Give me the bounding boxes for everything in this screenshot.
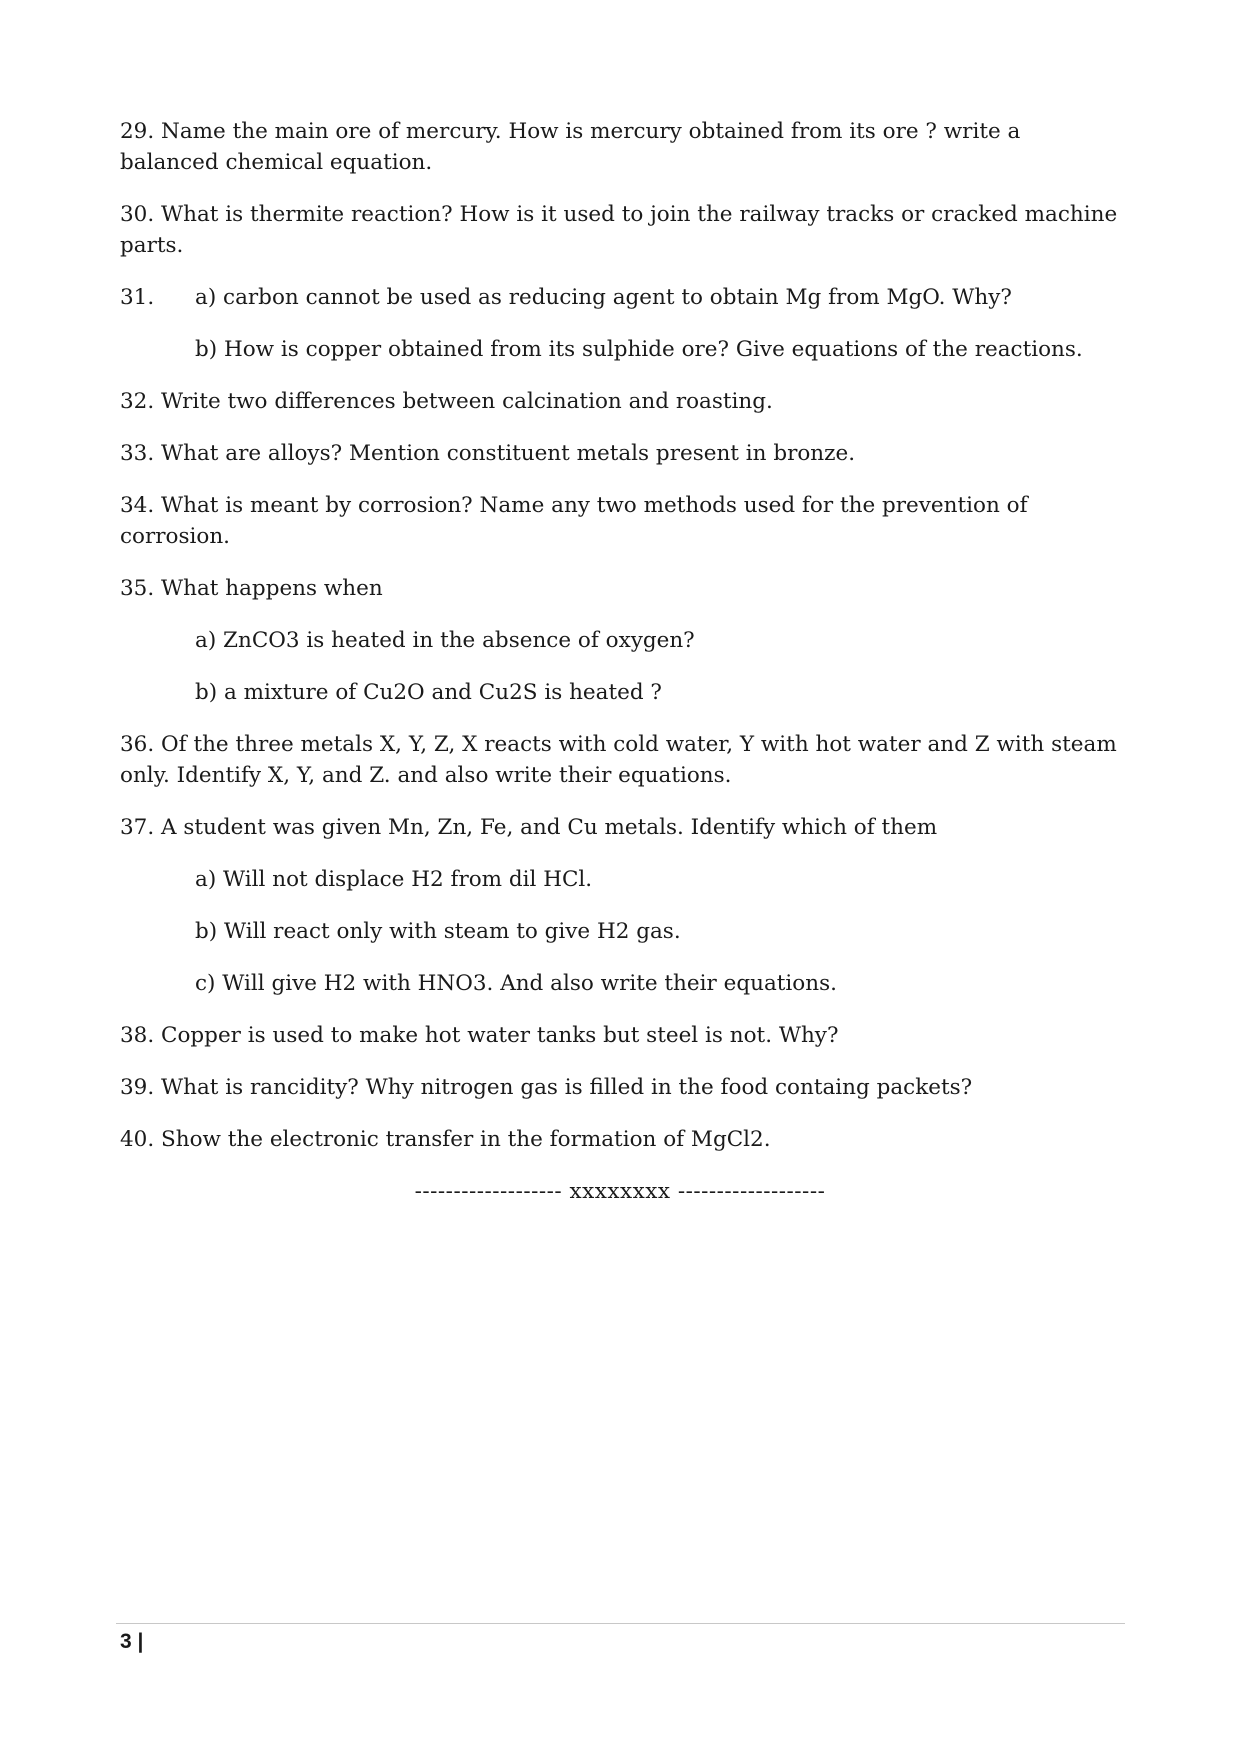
question-35-part-a: a) ZnCO3 is heated in the absence of oxygen?	[195, 628, 695, 653]
question-35: 35. What happens when	[120, 576, 383, 601]
question-37-part-c: c) Will give H2 with HNO3. And also write their equations.	[195, 971, 837, 996]
question-33: 33. What are alloys? Mention constituent metals present in bronze.	[120, 441, 856, 466]
question-31-part-b: b) How is copper obtained from its sulphide ore? Give equations of the reactions.	[195, 337, 1083, 362]
question-38: 38. Copper is used to make hot water tanks but steel is not. Why?	[120, 1023, 839, 1048]
question-30: 30. What is thermite reaction? How is it used to join the railway tracks or cracked machine parts.	[120, 202, 1118, 258]
question-34: 34. What is meant by corrosion? Name any two methods used for the prevention of corrosion.	[120, 493, 1028, 549]
question-32: 32. Write two differences between calcination and roasting.	[120, 389, 773, 414]
question-29: 29. Name the main ore of mercury. How is mercury obtained from its ore ? write a balanced chemical equation.	[120, 119, 1021, 175]
end-separator: ------------------- xxxxxxxx -------------------	[414, 1179, 826, 1204]
question-40: 40. Show the electronic transfer in the formation of MgCl2.	[120, 1127, 771, 1152]
question-37-part-b: b) Will react only with steam to give H2 gas.	[195, 919, 681, 944]
question-39: 39. What is rancidity? Why nitrogen gas is filled in the food containg packets?	[120, 1075, 973, 1100]
question-37-part-a: a) Will not displace H2 from dil HCl.	[195, 867, 593, 892]
question-31-number: 31.	[120, 285, 155, 310]
question-31	[120, 282, 1120, 313]
question-36: 36. Of the three metals X, Y, Z, X reacts with cold water, Y with hot water and Z with steam only. Identify X, Y, and Z. and also write their equations.	[120, 732, 1117, 788]
page-number: 3 |	[120, 1630, 144, 1653]
question-35-part-b: b) a mixture of Cu2O and Cu2S is heated ?	[195, 680, 662, 705]
question-list	[120, 116, 1120, 1207]
footer-divider	[116, 1623, 1125, 1624]
question-31-part-a: a) carbon cannot be used as reducing agent to obtain Mg from MgO. Why?	[195, 285, 1012, 310]
question-37: 37. A student was given Mn, Zn, Fe, and Cu metals. Identify which of them	[120, 815, 938, 840]
